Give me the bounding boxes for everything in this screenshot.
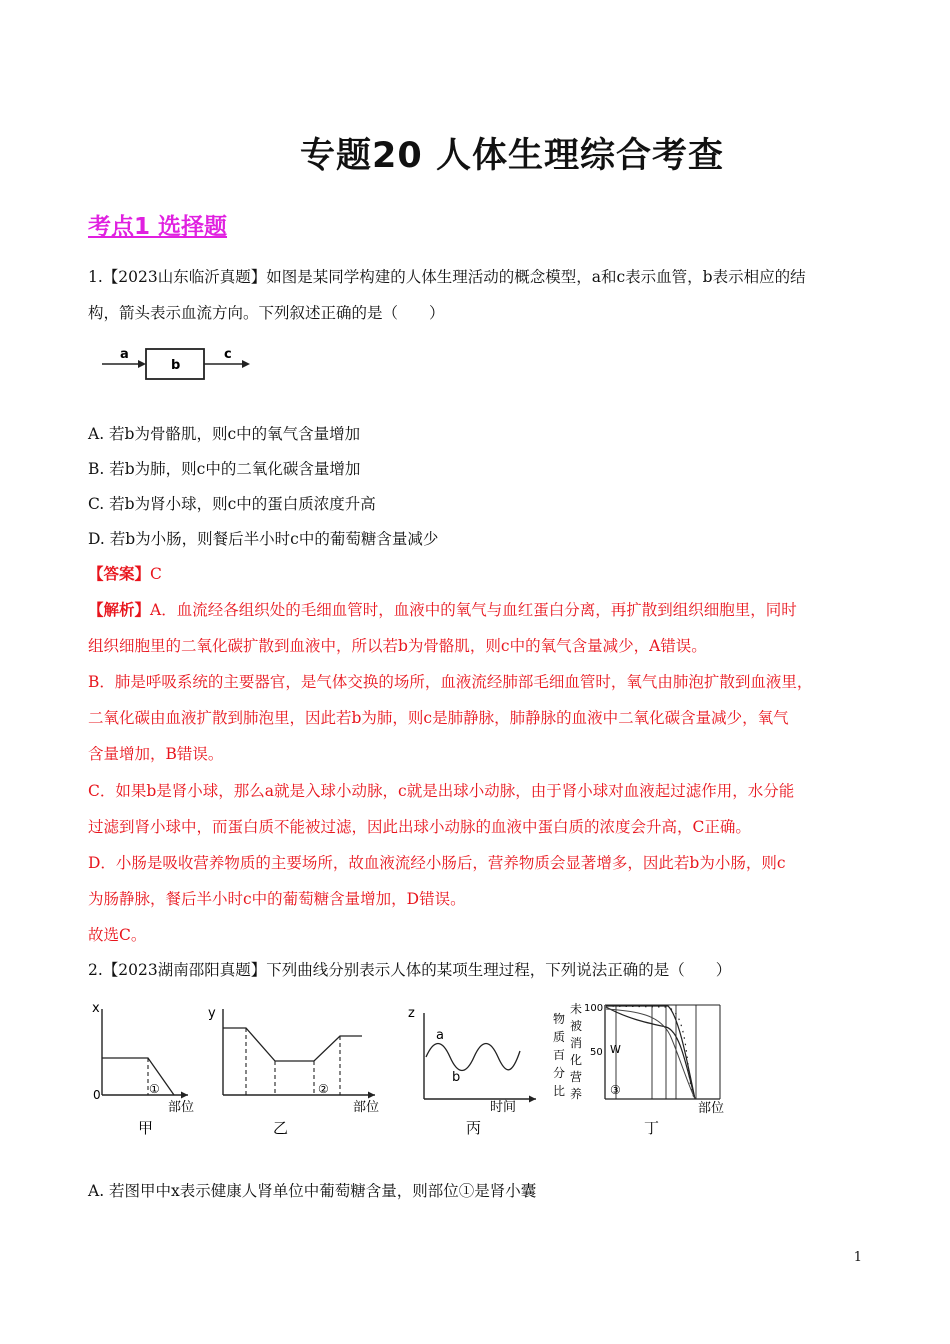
- yi-x-label: 部位: [353, 1100, 380, 1115]
- ding-ylabel-col2-3: 化: [570, 1053, 583, 1067]
- ding-tick-50: 50: [590, 1047, 603, 1058]
- ding-ylabel-col2-0: 未: [570, 1002, 583, 1016]
- label-a: a: [120, 347, 129, 362]
- jia-x-label: 部位: [168, 1100, 195, 1115]
- q1-conclusion: 故选C。: [88, 926, 147, 944]
- label-b: b: [171, 358, 181, 373]
- bing-label-a: a: [436, 1028, 444, 1043]
- answer-value: C: [150, 565, 162, 583]
- q1-analysis-line7: 过滤到肾小球中，而蛋白质不能被过滤，因此出球小动脉的血液中蛋白质的浓度会升高，C正确。: [88, 818, 751, 836]
- yi-curve: [223, 1028, 362, 1061]
- q1-analysis-line6: C．如果b是肾小球，那么a就是入球小动脉，c就是出球小动脉，由于肾小球对血液起过滤作用，水分能: [88, 782, 795, 800]
- q1-analysis-line1: [88, 600, 797, 620]
- ding-ylabel-col1-1: 质: [553, 1030, 566, 1044]
- bing-label-b: b: [452, 1070, 461, 1085]
- q2-stem: 2.【2023湖南邵阳真题】下列曲线分别表示人体的某项生理过程，下列说法正确的是（ ）: [88, 961, 732, 979]
- q1-analysis-line2: 组织细胞里的二氧化碳扩散到血液中，所以若b为骨骼肌，则c中的氧气含量减少，A错误。: [88, 637, 707, 655]
- jia-caption: 甲: [138, 1119, 154, 1137]
- arrowhead-c: [242, 360, 250, 368]
- yi-mark: ②: [318, 1082, 329, 1096]
- q1-option-c: C. 若b为肾小球，则c中的蛋白质浓度升高: [88, 495, 376, 513]
- yi-caption: 乙: [273, 1119, 289, 1137]
- q1-analysis-line9: 为肠静脉，餐后半小时c中的葡萄糖含量增加，D错误。: [88, 890, 466, 908]
- yi-y-label: y: [208, 1006, 216, 1021]
- q1-analysis-line5: 含量增加，B错误。: [88, 745, 224, 763]
- analysis-text: A．血流经各组织处的毛细血管时，血液中的氧气与血红蛋白分离，再扩散到组织细胞里，同时: [150, 601, 797, 619]
- ding-ylabel-col1-4: 比: [553, 1084, 566, 1098]
- label-c: c: [224, 347, 232, 362]
- q1-option-a: A. 若b为骨骼肌，则c中的氧气含量增加: [88, 425, 361, 443]
- graph-yi: [208, 1006, 379, 1137]
- q1-answer: [88, 564, 162, 584]
- ding-ylabel-col2-5: 养: [570, 1087, 583, 1101]
- q1-stem-line2: 构，箭头表示血流方向。下列叙述正确的是（ ）: [88, 304, 445, 322]
- q1-option-d: D. 若b为小肠，则餐后半小时c中的葡萄糖含量减少: [88, 530, 439, 548]
- ding-ylabel-col1-2: 百: [553, 1048, 566, 1062]
- page-number: 1: [853, 1250, 862, 1265]
- arrowhead-a: [138, 360, 146, 368]
- ding-caption: 丁: [644, 1119, 660, 1137]
- answer-label: 【答案】: [88, 564, 151, 583]
- ding-tick-100: 100: [584, 1003, 604, 1014]
- jia-mark: ①: [149, 1082, 160, 1096]
- bing-y-label: z: [408, 1006, 415, 1021]
- q1-analysis-line4: 二氧化碳由血液扩散到肺泡里，因此若b为肺，则c是肺静脉，肺静脉的血液中二氧化碳含量减少，氧气: [88, 709, 789, 727]
- ding-ylabel-col1-3: 分: [553, 1066, 566, 1080]
- analysis-label: 【解析】: [88, 600, 151, 619]
- bing-caption: 丙: [466, 1119, 482, 1137]
- ding-ylabel-col2-1: 被: [570, 1019, 583, 1033]
- graph-jia: [92, 1001, 194, 1137]
- section-heading: 考点1 选择题: [88, 214, 228, 240]
- jia-origin: 0: [93, 1088, 101, 1102]
- ding-x-label: 部位: [698, 1101, 725, 1116]
- ding-mark: ③: [610, 1083, 621, 1097]
- q1-option-b: B. 若b为肺，则c中的二氧化碳含量增加: [88, 460, 361, 478]
- page-title: 专题20 人体生理综合考查: [300, 136, 724, 176]
- ding-ylabel-col1-0: 物: [553, 1012, 566, 1026]
- q1-concept-diagram: [100, 343, 260, 387]
- bing-x-label: 时间: [490, 1100, 517, 1115]
- q1-analysis-line3: B．肺是呼吸系统的主要器官，是气体交换的场所，血液流经肺部毛细血管时，氧气由肺泡扩散到血液里，: [88, 673, 813, 691]
- q1-stem-line1: 1.【2023山东临沂真题】如图是某同学构建的人体生理活动的概念模型，a和c表示血管，b表示相应的结: [88, 268, 806, 286]
- graph-ding: [553, 1001, 724, 1137]
- q2-option-a: A. 若图甲中x表示健康人肾单位中葡萄糖含量，则部位①是肾小囊: [88, 1182, 537, 1200]
- q2-graphs: [88, 995, 738, 1145]
- ding-ylabel-col2-4: 营: [570, 1070, 583, 1084]
- q1-analysis-line8: D．小肠是吸收营养物质的主要场所，故血液流经小肠后，营养物质会显著增多，因此若b为小肠，则c: [88, 854, 786, 872]
- jia-y-label: x: [92, 1001, 100, 1016]
- ding-ylabel-col2-2: 消: [570, 1036, 583, 1050]
- bing-curve: [426, 1044, 520, 1071]
- ding-label-w: W: [610, 1043, 621, 1056]
- jia-curve: [102, 1058, 174, 1095]
- graph-bing: [408, 1006, 536, 1137]
